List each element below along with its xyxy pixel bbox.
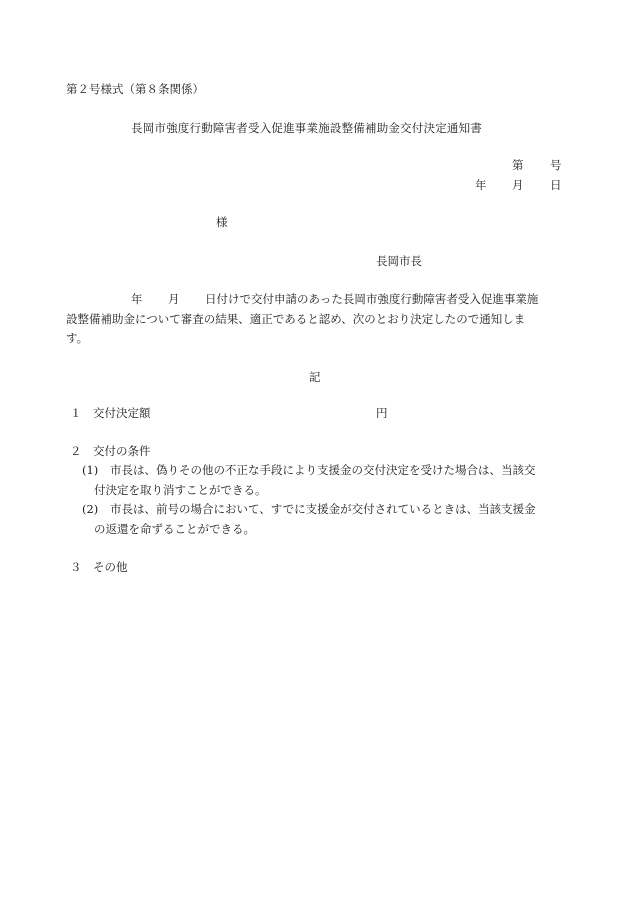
body-month: 月	[168, 292, 180, 306]
condition-2-number: (2)	[82, 502, 99, 516]
section-3-label: その他	[93, 560, 128, 574]
body-line2: 設整備補助金について審査の結果、適正であると認め、次のとおり決定したので通知しま	[66, 312, 526, 326]
number-suffix: 号	[550, 158, 562, 172]
date-year: 年	[475, 178, 487, 192]
form-label: 第２号様式（第８条関係）	[66, 82, 204, 96]
issuer-name: 長岡市長	[376, 254, 422, 268]
ki-heading: 記	[309, 370, 321, 384]
section-3-number: ３	[70, 560, 82, 574]
section-1-label: 交付決定額	[93, 406, 151, 420]
section-1-unit: 円	[376, 406, 388, 420]
section-2-number: ２	[70, 444, 82, 458]
body-year: 年	[131, 292, 143, 306]
number-prefix: 第	[512, 158, 524, 172]
condition-1-number: (1)	[82, 463, 99, 477]
body-line1: 日付けで交付申請のあった長岡市強度行動障害者受入促進事業施	[205, 292, 539, 306]
condition-2-line1: 市長は、前号の場合において、すでに支援金が交付されているときは、当該支援金	[110, 502, 536, 516]
condition-2-line2: の返還を命ずることができる。	[94, 522, 255, 536]
condition-1-line1: 市長は、偽りその他の不正な手段により支援金の交付決定を受けた場合は、当該交	[110, 463, 536, 477]
condition-1-line2: 付決定を取り消すことができる。	[94, 483, 267, 497]
section-1-number: １	[70, 406, 82, 420]
date-day: 日	[550, 178, 562, 192]
section-2-label: 交付の条件	[93, 444, 151, 458]
date-month: 月	[512, 178, 524, 192]
document-title: 長岡市強度行動障害者受入促進事業施設整備補助金交付決定通知書	[131, 121, 482, 135]
addressee-suffix: 様	[216, 215, 228, 229]
body-line3: す。	[66, 331, 89, 345]
